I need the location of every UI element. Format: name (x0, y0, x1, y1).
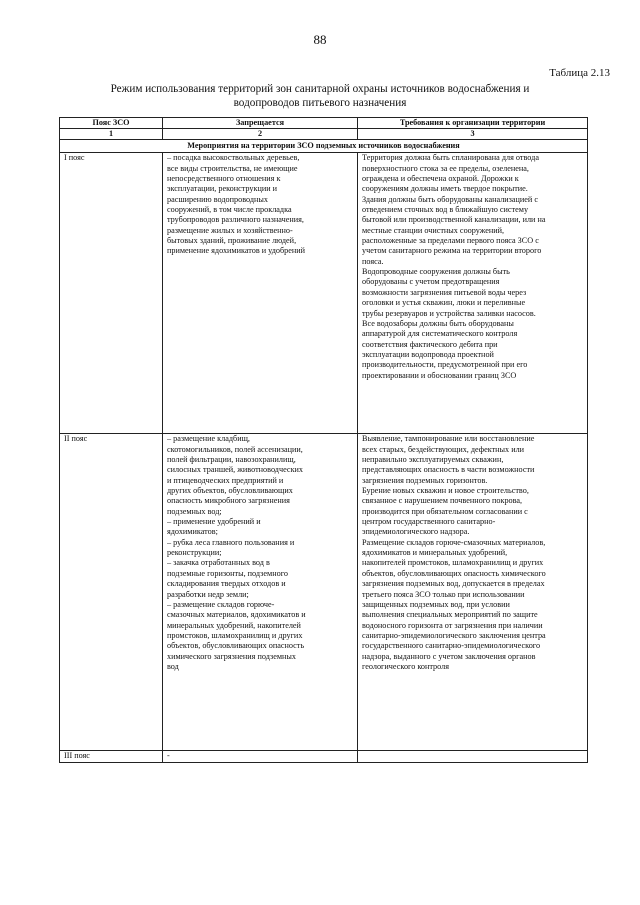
cell-text-line: местные станции очистных сооружений, (362, 225, 505, 235)
table-row (60, 751, 588, 762)
cell-text-line: накопителей промстоков, шламохранилищ и других (362, 558, 544, 568)
caption-line-2: водопроводов питьевого назначения (233, 96, 407, 109)
cell-text-line: подземных вод; (167, 506, 222, 516)
cell-text-line: связанное с нарушением почвенного покрова, (362, 496, 523, 506)
cell-text-line: подземные горизонты, подземного (167, 568, 288, 578)
cell-text-line: эксплуатации, реконструкции и (167, 184, 278, 194)
forbidden-cell (163, 434, 358, 751)
cell-text-line: - (167, 751, 170, 761)
cell-text-line: сооружениям должны иметь твердое покрытие. (362, 184, 528, 194)
cell-text-line: смазочных материалов, ядохимикатов и (167, 610, 306, 620)
cell-text-line: производительности, предусмотренной при его (362, 360, 528, 370)
cell-text-line: минеральных удобрений, накопителей (167, 620, 301, 630)
cell-text-line: трубопроводов различного назначения, (167, 215, 304, 225)
cell-text-line: оголовки и устья скважин, люки и переливные (362, 298, 526, 308)
cell-text-line: объектов, обусловливающих опасность химического (362, 568, 546, 578)
cell-text-line: – посадка высокоствольных деревьев, (167, 153, 300, 163)
requirements-cell (358, 751, 588, 762)
section-row (60, 140, 588, 153)
cell-text-line: загрязнения подземных вод, допускается в пределах (362, 579, 545, 589)
cell-text-line: загрязнения подземных горизонтов. (362, 475, 488, 485)
cell-text-line: аппаратурой для систематического контроля (362, 329, 518, 339)
cell-text-line: объектов, обусловливающих опасность (167, 641, 305, 651)
cell-text-line: трубы резервуаров и устройства заливки насосов. (362, 308, 536, 318)
cell-text-line: скотомогильников, полей ассенизации, (167, 444, 303, 454)
page-number: 88 (313, 32, 327, 47)
cell-text-line: соответствия фактического дебита при (362, 339, 498, 349)
cell-text-line: промстоков, шламохранилищ и других (167, 630, 303, 640)
cell-text-line: расположенные за пределами первого пояса ЗСО с (362, 236, 539, 246)
section-title: Мероприятия на территории ЗСО подземных источников водоснабжения (60, 140, 588, 153)
cell-text-line: силосных траншей, животноводческих (167, 465, 304, 475)
header-row (60, 118, 588, 129)
cell-text-line: отведением сточных вод в ближайшую систему (362, 205, 529, 215)
cell-text-line: и птицеводческих предприятий и (167, 475, 284, 485)
cell-text-line: бытовых зданий, проживание людей, (167, 236, 297, 246)
cell-text-line: эксплуатации водопровода проектной (362, 349, 494, 359)
cell-text-line: Размещение складов горюче-смазочных материалов, (362, 537, 546, 547)
cell-text-line: учетом санитарного режима на территории второго (362, 246, 542, 256)
table-row (60, 434, 588, 751)
cell-text-line: Здания должны быть оборудованы канализацией с (362, 194, 538, 204)
cell-text-line: неправильно эксплуатируемых скважин, (362, 455, 504, 465)
column-number-row (60, 129, 588, 140)
cell-text-line: центром государственного санитарно- (362, 517, 496, 527)
cell-text-line: Водопроводные сооружения должны быть (362, 267, 510, 277)
cell-text-line: защищенных подземных вод, при условии (362, 599, 510, 609)
cell-text-line: возможности загрязнения питьевой воды через (362, 287, 527, 297)
requirements-cell (358, 153, 588, 434)
cell-text-line: надзора, выданного с учетом заключения органов (362, 651, 536, 661)
cell-text-line: – размещение складов горюче- (167, 599, 275, 609)
header-requirements: Требования к организации территории (358, 118, 588, 129)
cell-text-line: геологического контроля (362, 661, 449, 671)
cell-text-line: ядохимикатов и минеральных удобрений, (362, 548, 508, 558)
cell-text-line: эпидемиологического надзора. (362, 527, 470, 537)
cell-text-line: – закачка отработанных вод в (167, 558, 270, 568)
cell-text-line: бытовой или производственной канализации, или на (362, 215, 546, 225)
cell-text-line: выполнения специальных мероприятий по защите (362, 610, 538, 620)
cell-text-line: сооружений, в том числе прокладка (167, 205, 292, 215)
cell-text-line: Территория должна быть спланирована для отвода (362, 153, 539, 163)
forbidden-cell (163, 153, 358, 434)
table-label: Таблица 2.13 (549, 67, 610, 79)
cell-text-line: применение ядохимикатов и удобрений (167, 246, 306, 256)
cell-text-line: производится при обязательном согласовании с (362, 506, 528, 516)
cell-text-line: – рубка леса главного пользования и (167, 537, 295, 547)
cell-text-line: ядохимикатов; (167, 527, 218, 537)
col-number-1: 1 (60, 129, 163, 140)
table-caption (70, 83, 570, 110)
cell-text-line: – применение удобрений и (167, 517, 261, 527)
cell-text-line: вод (167, 661, 179, 671)
requirements-cell (358, 434, 588, 751)
cell-text-line: Бурение новых скважин и новое строительство, (362, 486, 529, 496)
caption-line-1: Режим использования территорий зон санитарной охраны источников водоснабжения и (110, 83, 530, 95)
cell-text-line: государственного санитарно-эпидемиологического (362, 641, 541, 651)
header-forbidden: Запрещается (163, 118, 358, 129)
cell-text-line: – размещение кладбищ, (167, 434, 250, 444)
cell-text-line: Выявление, тампонирование или восстановление (362, 434, 535, 444)
cell-text-line: химического загрязнения подземных (167, 651, 297, 661)
cell-text-line: пояса. (362, 256, 384, 266)
cell-text-line: ограждена и обеспечена охраной. Дорожки к (362, 174, 519, 184)
cell-text-line: реконструкции; (167, 548, 222, 558)
cell-text-line: все виды строительства, не имеющие (167, 163, 298, 173)
zone-cell: III пояс (60, 751, 163, 762)
cell-text-line: других объектов, обусловливающих (167, 486, 293, 496)
cell-text-line: санитарно-эпидемиологического заключения центра (362, 630, 546, 640)
col-number-2: 2 (163, 129, 358, 140)
zso-regime-table (59, 117, 588, 763)
cell-text-line: расширению водопроводных (167, 194, 269, 204)
cell-text-line: складирования твердых отходов и (167, 579, 286, 589)
forbidden-cell (163, 751, 358, 762)
zone-cell: II пояс (60, 434, 163, 751)
cell-text-line: поверхностного стока за ее пределы, озеленена, (362, 163, 529, 173)
cell-text-line: всех старых, бездействующих, дефектных или (362, 444, 525, 454)
cell-text-line: опасность микробного загрязнения (167, 496, 290, 506)
cell-text-line: оборудованы с учетом предотвращения (362, 277, 500, 287)
cell-text-line: разработки недр земли; (167, 589, 249, 599)
cell-text-line: размещение жилых и хозяйственно- (167, 225, 293, 235)
cell-text-line: проектировании и обосновании границ ЗСО (362, 370, 517, 380)
cell-text-line: полей фильтрации, навозохранилищ, (167, 455, 296, 465)
col-number-3: 3 (358, 129, 588, 140)
zone-cell: I пояс (60, 153, 163, 434)
cell-text-line: Все водозаборы должны быть оборудованы (362, 318, 514, 328)
cell-text-line: представляющих опасность в части возможности (362, 465, 535, 475)
header-zone: Пояс ЗСО (60, 118, 163, 129)
cell-text-line: третьего пояса ЗСО только при использовании (362, 589, 525, 599)
table-row (60, 153, 588, 434)
cell-text-line: водоносного горизонта от загрязнения при наличии (362, 620, 543, 630)
cell-text-line: непосредственного отношения к (167, 174, 281, 184)
